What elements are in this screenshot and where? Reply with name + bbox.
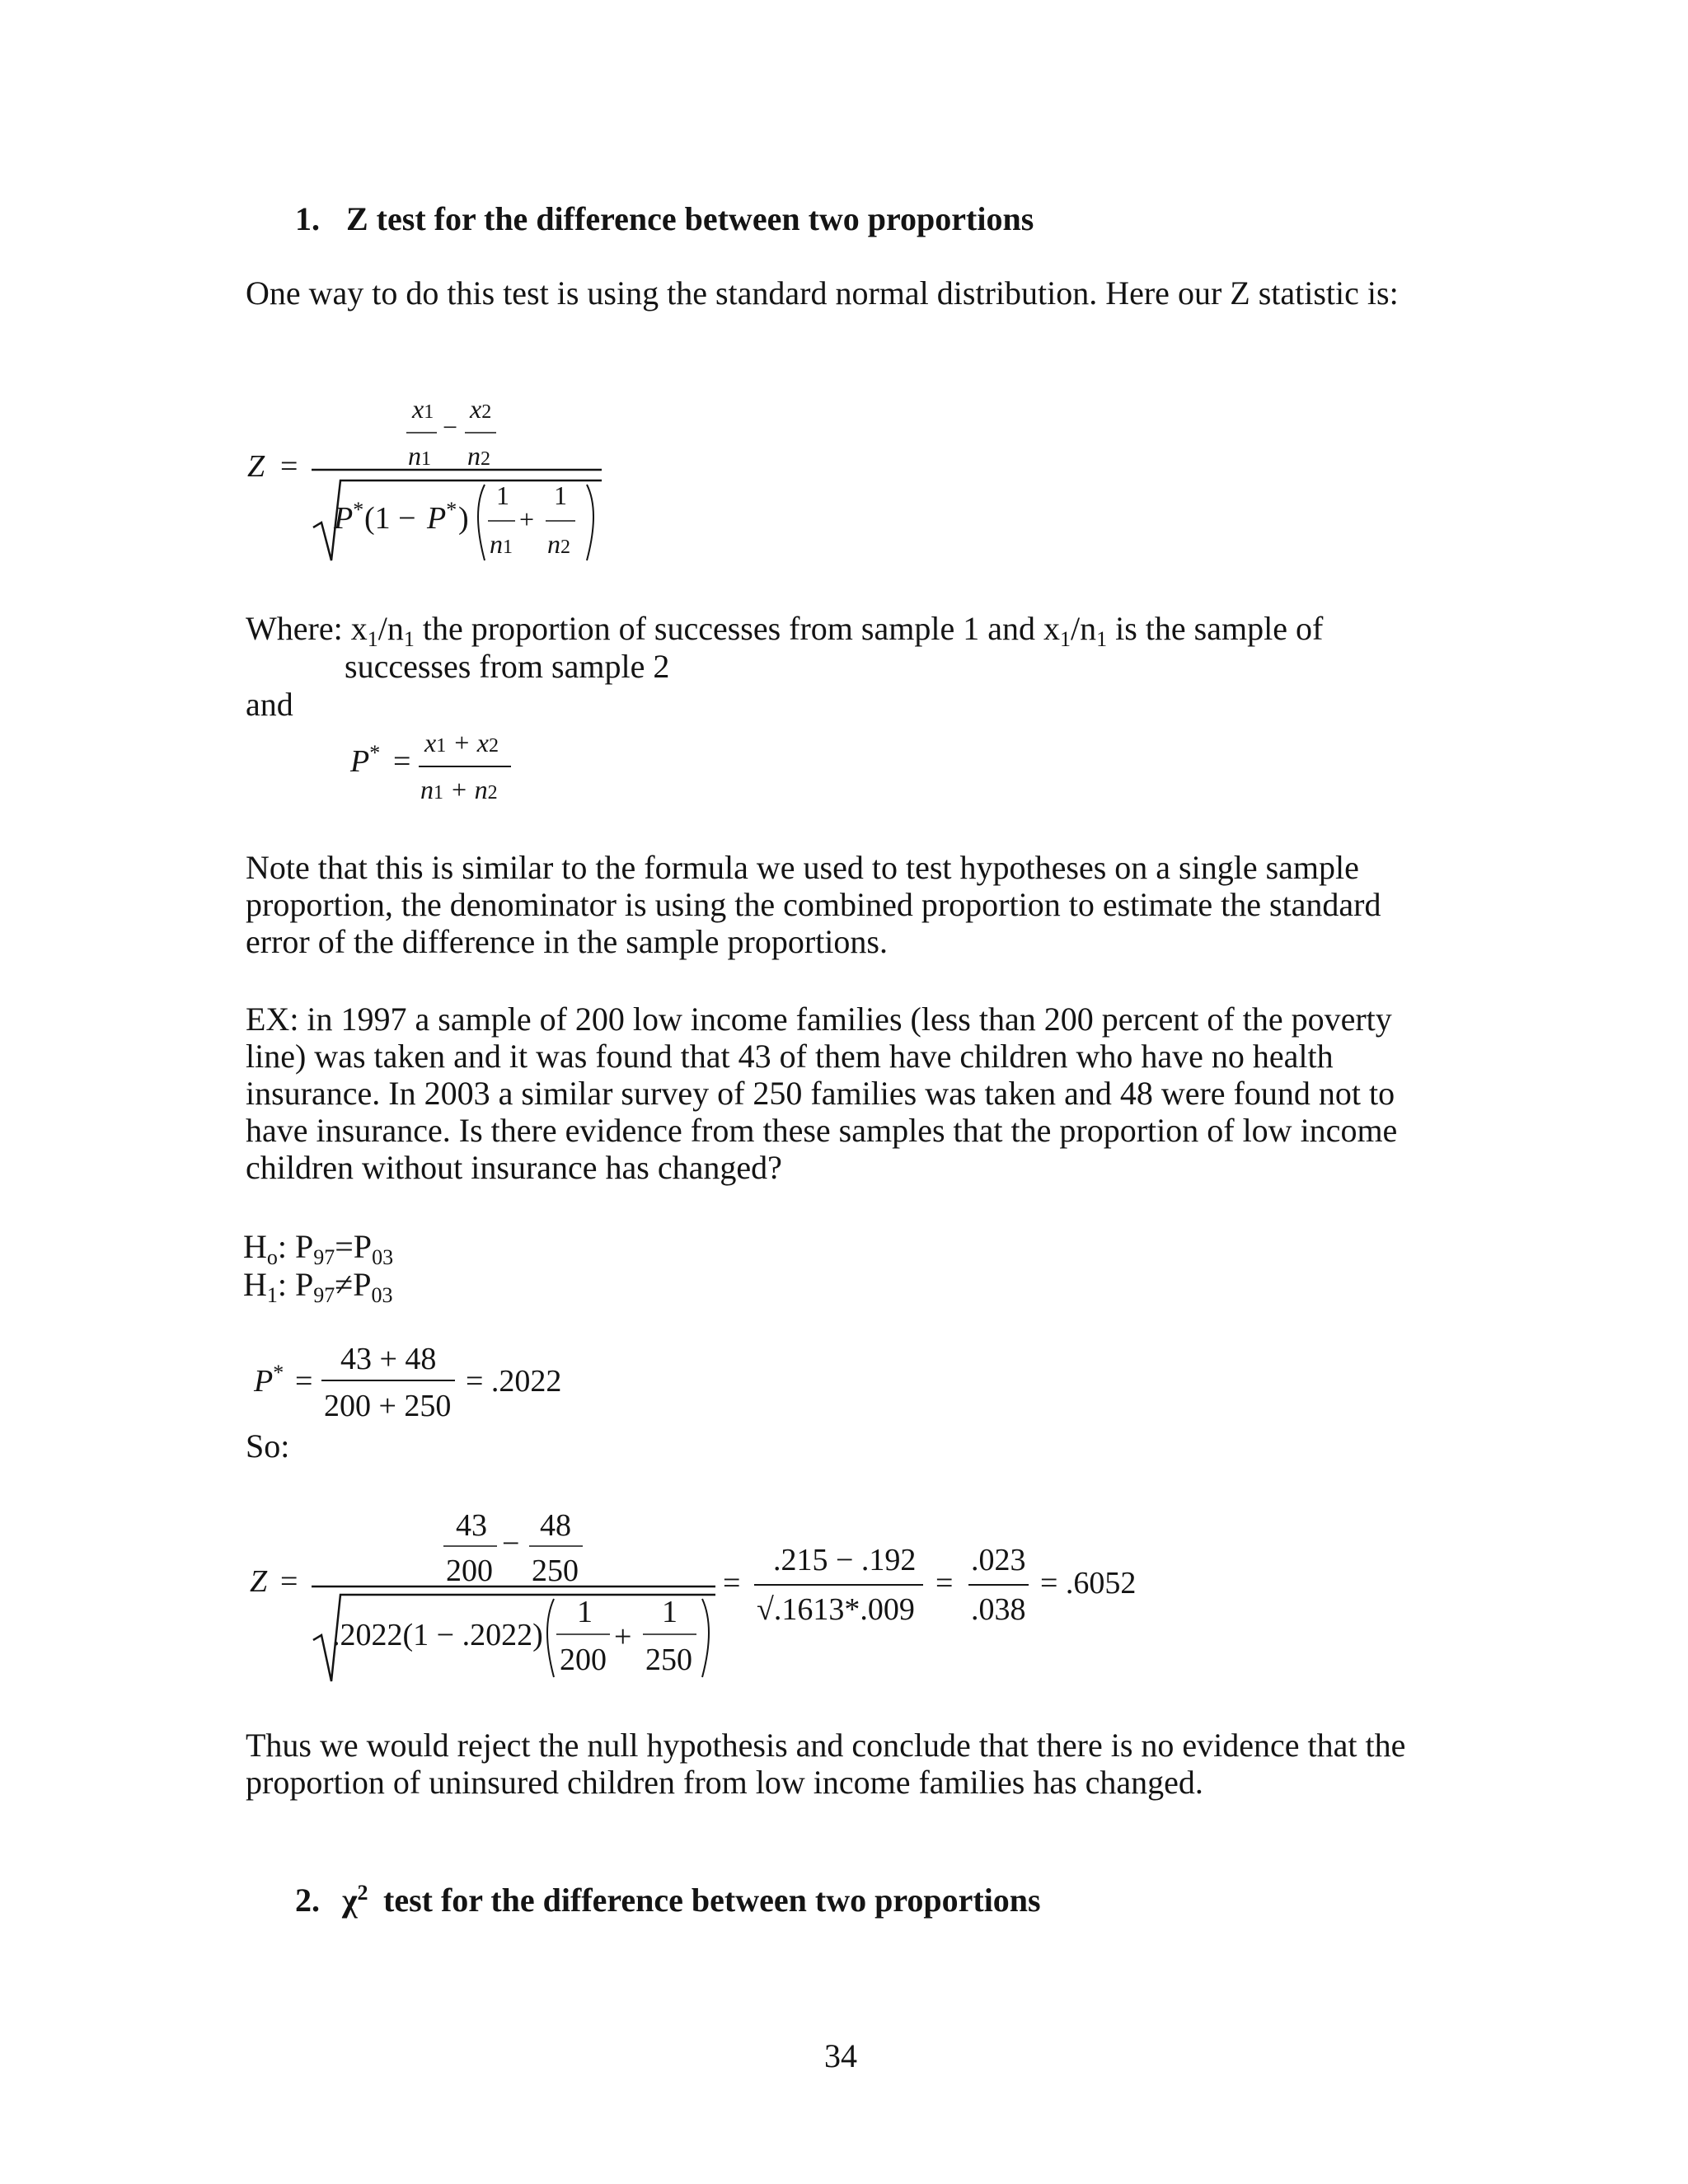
z-eq: = [280,449,298,484]
pstar-formula-den: n1 + n2 [420,775,498,804]
x2-var: x2 [470,394,492,424]
frac-n2: n2 [547,529,570,559]
so-text: So: [246,1427,290,1465]
n2-var: n2 [467,441,490,471]
zcalc-minus: − [502,1526,520,1561]
zcalc-step2-den: √.1613*.009 [757,1592,915,1627]
zcalc-c-den: 200 [560,1643,607,1677]
plus-sign: + [519,504,535,534]
zcalc-step3-num: .023 [971,1543,1026,1577]
where-line-1: Where: $x_1/n_1$ the proportion of successes from sample 1 and $x_1/n_1$ is the sample of [246,610,1324,651]
paren-right [587,485,593,560]
n1-var: n1 [408,441,431,471]
zcalc-a-num: 43 [456,1508,487,1543]
page-number: 34 [824,2037,857,2074]
zcalc-eq-3: = [935,1566,954,1601]
frac-one-b: 1 [554,480,567,510]
p-star-den: P* [334,498,364,536]
zcalc-lhs: Z [250,1564,268,1599]
pstar-formula-eq: = [393,744,411,779]
zcalc-a-den: 200 [446,1554,493,1588]
zcalc-d-den: 250 [645,1643,692,1677]
x1-var: x1 [412,394,434,424]
zcalc-b-num: 48 [540,1508,571,1543]
zcalc-root-text: .2022(1 − .2022) [332,1618,543,1652]
where-line-2: successes from sample 2 [345,648,670,685]
zcalc-step2-num: .215 − .192 [773,1543,917,1577]
section-2-chi: $\chi^2$ [342,1881,368,1919]
pstar-calc-result: = .2022 [466,1364,562,1399]
pstar-formula-lhs: P* [350,741,381,779]
section-2-title: test for the difference between two proportions [383,1882,1041,1919]
pstar-calc-lhs: P* [254,1361,284,1399]
zcalc-plus: + [614,1619,632,1654]
minus-sign: − [443,412,458,442]
section-1-number: 1. [295,200,320,237]
section-1-title: Z test for the difference between two proportions [346,200,1034,237]
z-lhs: Z [247,449,265,484]
example-paragraph: EX: in 1997 a sample of 200 low income families (less than 200 percent of the poverty line) was taken and it was found that 43 of them have children who have no health insurance. In 2003 a similar survey of 250 families was taken and 48 were found not to have insurance. Is there evidence from these samples that the proportion of low income children without insurance has changed? [246,1001,1398,1186]
zcalc-paren-left [547,1599,554,1677]
zcalc-radical [313,1595,715,1681]
note-paragraph: Note that this is similar to the formula we used to test hypotheses on a single sample proportion, the denominator is using the combined proportion to estimate the standard error of the difference in the sample proportions. [246,849,1381,960]
frac-n1: n1 [490,529,513,559]
zcalc-paren-right [702,1599,709,1677]
one-minus: (1 − [364,501,416,536]
p-star-den-2: P* [427,498,457,536]
section-2-number: 2. [295,1882,320,1919]
zcalc-d-num: 1 [662,1595,678,1629]
zcalc-eq: = [280,1564,298,1599]
conclusion-paragraph: Thus we would reject the null hypothesis and conclude that there is no evidence that the proportion of uninsured children from low income families has changed. [246,1727,1406,1801]
pstar-calc-den: 200 + 250 [324,1389,452,1423]
zcalc-result: = .6052 [1040,1566,1137,1601]
zcalc-b-den: 250 [532,1554,579,1588]
zcalc-step3-den: .038 [971,1592,1026,1627]
intro-text: One way to do this test is using the standard normal distribution. Here our Z statistic is: [246,274,1399,312]
h1: $H_1$: $P_{97}\ne P_{03}$ [243,1266,393,1307]
pstar-calc-num: 43 + 48 [340,1342,437,1376]
h0: $H_o$: $P_{97}=P_{03}$ [243,1228,394,1269]
close-paren: ) [458,501,469,536]
pstar-formula-num: x1 + x2 [424,728,499,757]
pstar-calc-eq: = [295,1364,313,1399]
zcalc-c-num: 1 [577,1595,593,1629]
and-text: and [246,686,293,723]
frac-one-a: 1 [496,480,509,510]
paren-left [478,485,485,560]
zcalc-eq-2: = [723,1566,741,1601]
